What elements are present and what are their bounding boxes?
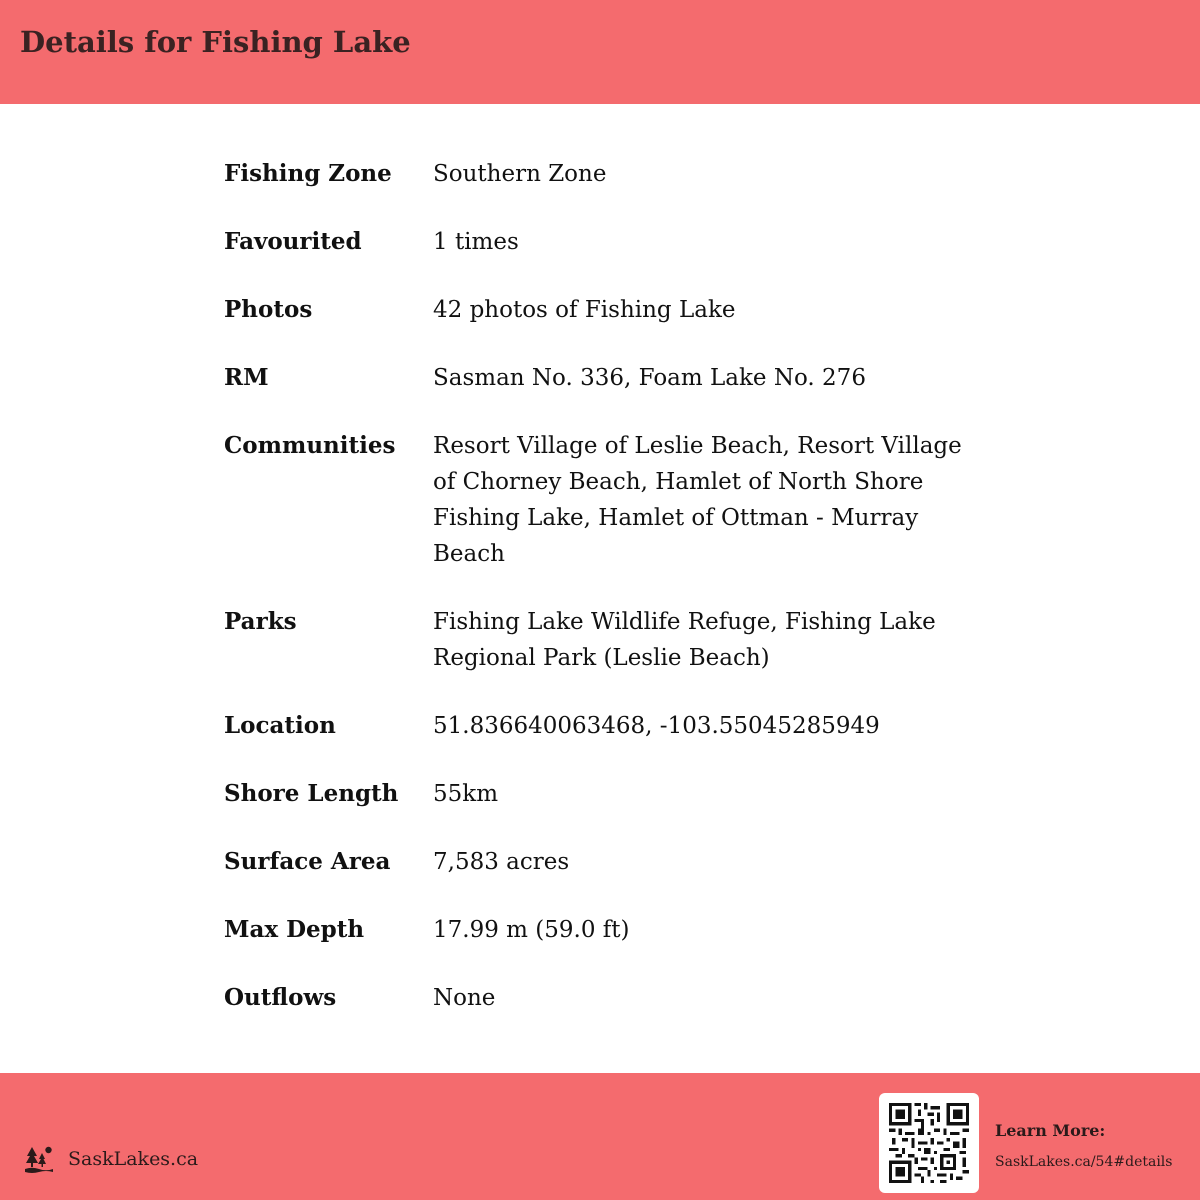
detail-label: Max Depth — [224, 916, 365, 943]
detail-value: None — [433, 985, 496, 1011]
detail-label: Photos — [224, 296, 313, 323]
qr-code-icon — [889, 1103, 969, 1183]
lake-trees-icon — [24, 1144, 54, 1174]
header-bar — [0, 0, 1200, 104]
detail-value: 51.836640063468, -103.55045285949 — [433, 713, 880, 739]
qr-code[interactable] — [879, 1093, 979, 1193]
detail-row-location — [224, 708, 984, 744]
detail-label: Shore Length — [224, 780, 399, 807]
detail-value: 7,583 acres — [433, 849, 570, 875]
detail-label: Outflows — [224, 984, 337, 1011]
brand-name: SaskLakes.ca — [68, 1148, 199, 1170]
detail-row-parks — [224, 604, 984, 676]
detail-row-surface-area — [224, 844, 984, 880]
detail-label: Favourited — [224, 228, 362, 255]
detail-row-max-depth — [224, 912, 984, 948]
detail-row-fishing-zone — [224, 156, 984, 192]
detail-value: Southern Zone — [433, 161, 607, 187]
detail-label: Fishing Zone — [224, 160, 392, 187]
detail-value: 1 times — [433, 229, 519, 255]
detail-row-shore-length — [224, 776, 984, 812]
detail-value: 55km — [433, 781, 499, 807]
detail-value: Fishing Lake Wildlife Refuge, Fishing Lake Regional Park (Leslie Beach) — [433, 609, 936, 671]
detail-row-outflows — [224, 980, 984, 1016]
learn-more-label: Learn More: — [995, 1121, 1106, 1140]
detail-value: 17.99 m (59.0 ft) — [433, 917, 630, 943]
detail-row-communities — [224, 428, 984, 572]
detail-value: 42 photos of Fishing Lake — [433, 297, 736, 323]
details-list — [224, 156, 984, 1048]
detail-value: Resort Village of Leslie Beach, Resort Village of Chorney Beach, Hamlet of North Shore Fishing Lake, Hamlet of Ottman - Murray Beach — [433, 433, 962, 567]
detail-row-photos — [224, 292, 984, 328]
detail-label: Communities — [224, 432, 396, 459]
detail-row-favourited — [224, 224, 984, 260]
detail-row-rm — [224, 360, 984, 396]
detail-value: Sasman No. 336, Foam Lake No. 276 — [433, 365, 866, 391]
detail-label: RM — [224, 364, 269, 391]
page-title: Details for Fishing Lake — [20, 25, 411, 59]
brand-link[interactable] — [24, 1144, 198, 1174]
learn-more-link[interactable]: SaskLakes.ca/54#details — [995, 1154, 1173, 1170]
detail-label: Surface Area — [224, 848, 391, 875]
detail-label: Parks — [224, 608, 297, 635]
detail-label: Location — [224, 712, 336, 739]
